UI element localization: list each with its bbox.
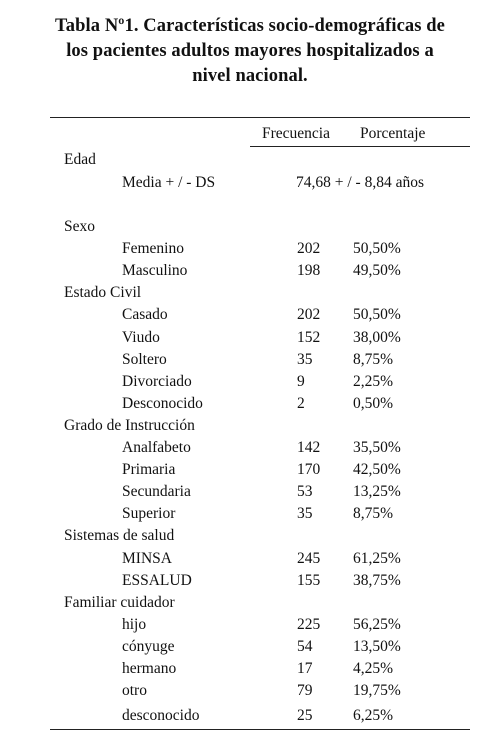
group-label: Familiar cuidador: [64, 593, 175, 611]
group-label-age: Edad: [64, 151, 96, 168]
row-percentage: 0,50%: [353, 394, 394, 412]
row-name: hermano: [122, 660, 177, 677]
row-percentage: 38,00%: [353, 328, 401, 346]
row-name: Divorciado: [122, 372, 192, 390]
row-percentage: 49,50%: [353, 262, 401, 280]
title-line-2: los pacientes adultos mayores hospitalizados a: [66, 41, 434, 61]
row-frequency: 202: [297, 240, 321, 258]
row-name: Primaria: [122, 461, 176, 479]
row-frequency: 79: [297, 682, 313, 700]
table-title: [8, 14, 492, 89]
row-percentage: 8,75%: [353, 505, 394, 523]
row-frequency: 54: [297, 637, 313, 655]
row-percentage: 4,25%: [353, 660, 394, 677]
group-label: Sexo: [64, 218, 95, 235]
row-percentage: 2,25%: [353, 372, 394, 390]
row-frequency: 17: [297, 660, 313, 677]
row-frequency: 202: [297, 306, 321, 324]
group-label: Grado de Instrucción: [64, 416, 195, 434]
row-frequency: 53: [297, 483, 313, 501]
row-name: otro: [122, 682, 147, 700]
row-frequency: 25: [297, 707, 313, 725]
row-name: Superior: [122, 505, 176, 523]
row-percentage: 50,50%: [353, 306, 401, 324]
row-percentage: 38,75%: [353, 571, 401, 589]
row-percentage: 13,25%: [353, 483, 401, 501]
row-name: Secundaria: [122, 483, 191, 501]
header-percentage: Porcentaje: [360, 125, 426, 142]
row-name: Soltero: [122, 350, 167, 368]
row-percentage: 42,50%: [353, 461, 401, 479]
row-percentage: 50,50%: [353, 240, 401, 258]
row-frequency: 2: [297, 394, 305, 412]
bottom-rule: [50, 729, 470, 730]
row-percentage: 13,50%: [353, 637, 401, 655]
row-frequency: 170: [297, 461, 321, 479]
row-name: desconocido: [122, 707, 200, 725]
row-name: Masculino: [122, 262, 188, 280]
row-name: cónyuge: [122, 637, 175, 655]
row-percentage: 19,75%: [353, 682, 401, 700]
row-name: hijo: [122, 615, 147, 633]
row-frequency: 155: [297, 571, 321, 589]
row-name: Analfabeto: [122, 439, 191, 456]
row-name: Femenino: [122, 240, 184, 258]
title-line-1: Tabla Nº1. Características socio-demográficas de: [55, 16, 445, 36]
group-label: Estado Civil: [64, 284, 142, 302]
row-name: MINSA: [122, 549, 172, 567]
top-rule: [50, 117, 470, 118]
age-stat-value: 74,68 + / - 8,84 años: [296, 174, 424, 191]
row-frequency: 225: [297, 615, 321, 633]
row-percentage: 61,25%: [353, 549, 401, 567]
row-frequency: 142: [297, 439, 321, 456]
row-frequency: 9: [297, 372, 305, 390]
row-frequency: 198: [297, 262, 321, 280]
row-percentage: 8,75%: [353, 350, 394, 368]
header-rule: [250, 146, 470, 147]
row-name: Casado: [122, 306, 168, 324]
row-name: Desconocido: [122, 394, 203, 412]
row-name: ESSALUD: [122, 571, 192, 589]
age-stat-label: Media + / - DS: [122, 174, 216, 191]
title-line-3: nivel nacional.: [192, 66, 308, 86]
row-percentage: 6,25%: [353, 707, 394, 725]
row-frequency: 35: [297, 505, 313, 523]
row-frequency: 245: [297, 549, 321, 567]
group-label: Sistemas de salud: [64, 527, 175, 545]
row-frequency: 35: [297, 350, 313, 368]
row-name: Viudo: [122, 328, 160, 346]
row-percentage: 56,25%: [353, 615, 401, 633]
header-frequency: Frecuencia: [262, 125, 330, 142]
row-percentage: 35,50%: [353, 439, 401, 456]
row-frequency: 152: [297, 328, 321, 346]
